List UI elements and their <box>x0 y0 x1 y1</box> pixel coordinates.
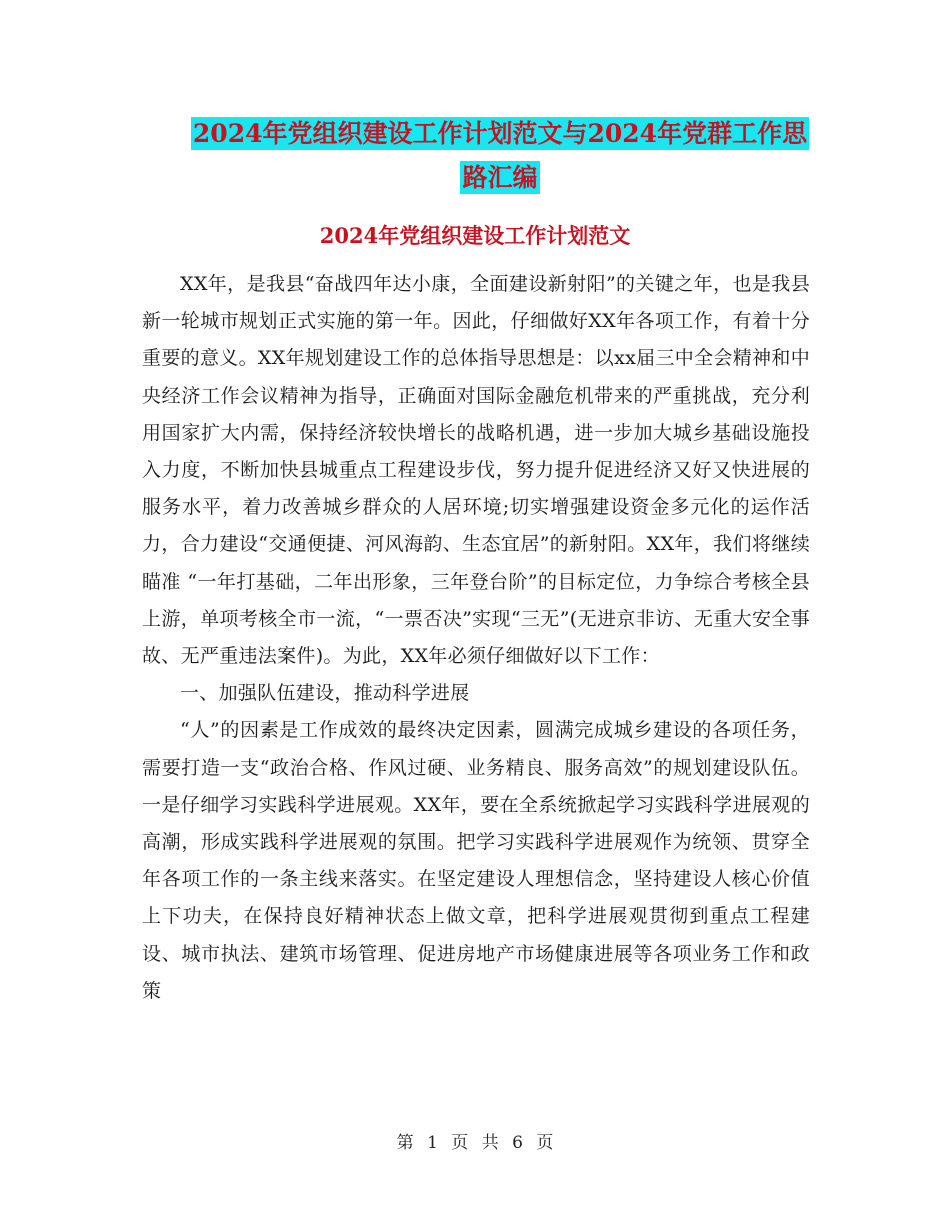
title-line-2: 路汇编 <box>462 163 538 192</box>
footer-mid: 页 <box>451 1133 469 1153</box>
document-title <box>140 112 860 200</box>
document-body <box>142 266 810 1010</box>
section-title: 2024年党组织建设工作计划范文 <box>319 223 631 248</box>
footer-suffix: 页 <box>536 1133 554 1153</box>
paragraph-body-1: “人”的因素是工作成效的最终决定因素，圆满完成城乡建设的各项任务，需要打造一支“政治合格、作风过硬、业务精良、服务高效”的规划建设队伍。一是仔细学习实践科学进展观。XX年，要在全系统掀起学习实践科学进展观的高潮，形成实践科学进展观的氛围。把学习实践科学进展观作为统领、贯穿全年各项工作的一条主线来落实。在坚定建设人理想信念，坚持建设人核心价值上下功夫，在保持良好精神状态上做文章，把科学进展观贯彻到重点工程建设、城市执法、建筑市场管理、促进房地产市场健康进展等各项业务工作和政策 <box>142 719 810 1002</box>
page-footer <box>0 1128 950 1153</box>
title-line-1: 2024年党组织建设工作计划范文与2024年党群工作思 <box>192 119 808 148</box>
footer-page-total: 6 <box>512 1133 523 1153</box>
paragraph-intro: XX年，是我县“奋战四年达小康，全面建设新射阳”的关键之年，也是我县新一轮城市规划正式实施的第一年。因此，仔细做好XX年各项工作，有着十分重要的意义。XX年规划建设工作的总体指导思想是：以xx届三中全会精神和中央经济工作会议精神为指导，正确面对国际金融危机带来的严重挑战，充分利用国家扩大内需，保持经济较快增长的战略机遇，进一步加大城乡基础设施投入力度，不断加快县城重点工程建设步伐，努力提升促进经济又好又快进展的服务水平，着力改善城乡群众的人居环境;切实增强建设资金多元化的运作活力，合力建设“交通便捷、河风海韵、生态宜居”的新射阳。XX年，我们将继续瞄准 “一年打基础，二年出形象，三年登台阶”的目标定位，力争综合考核全县上游，单项考核全市一流，“一票否决”实现“三无”(无进京非访、无重大安全事故、无严重违法案件)。为此，XX年必须仔细做好以下工作： <box>142 273 810 668</box>
footer-page-current: 1 <box>427 1133 438 1153</box>
footer-prefix: 第 <box>396 1133 414 1153</box>
footer-total-prefix: 共 <box>481 1133 499 1153</box>
paragraph-heading-1: 一、加强队伍建设，推动科学进展 <box>180 682 470 705</box>
